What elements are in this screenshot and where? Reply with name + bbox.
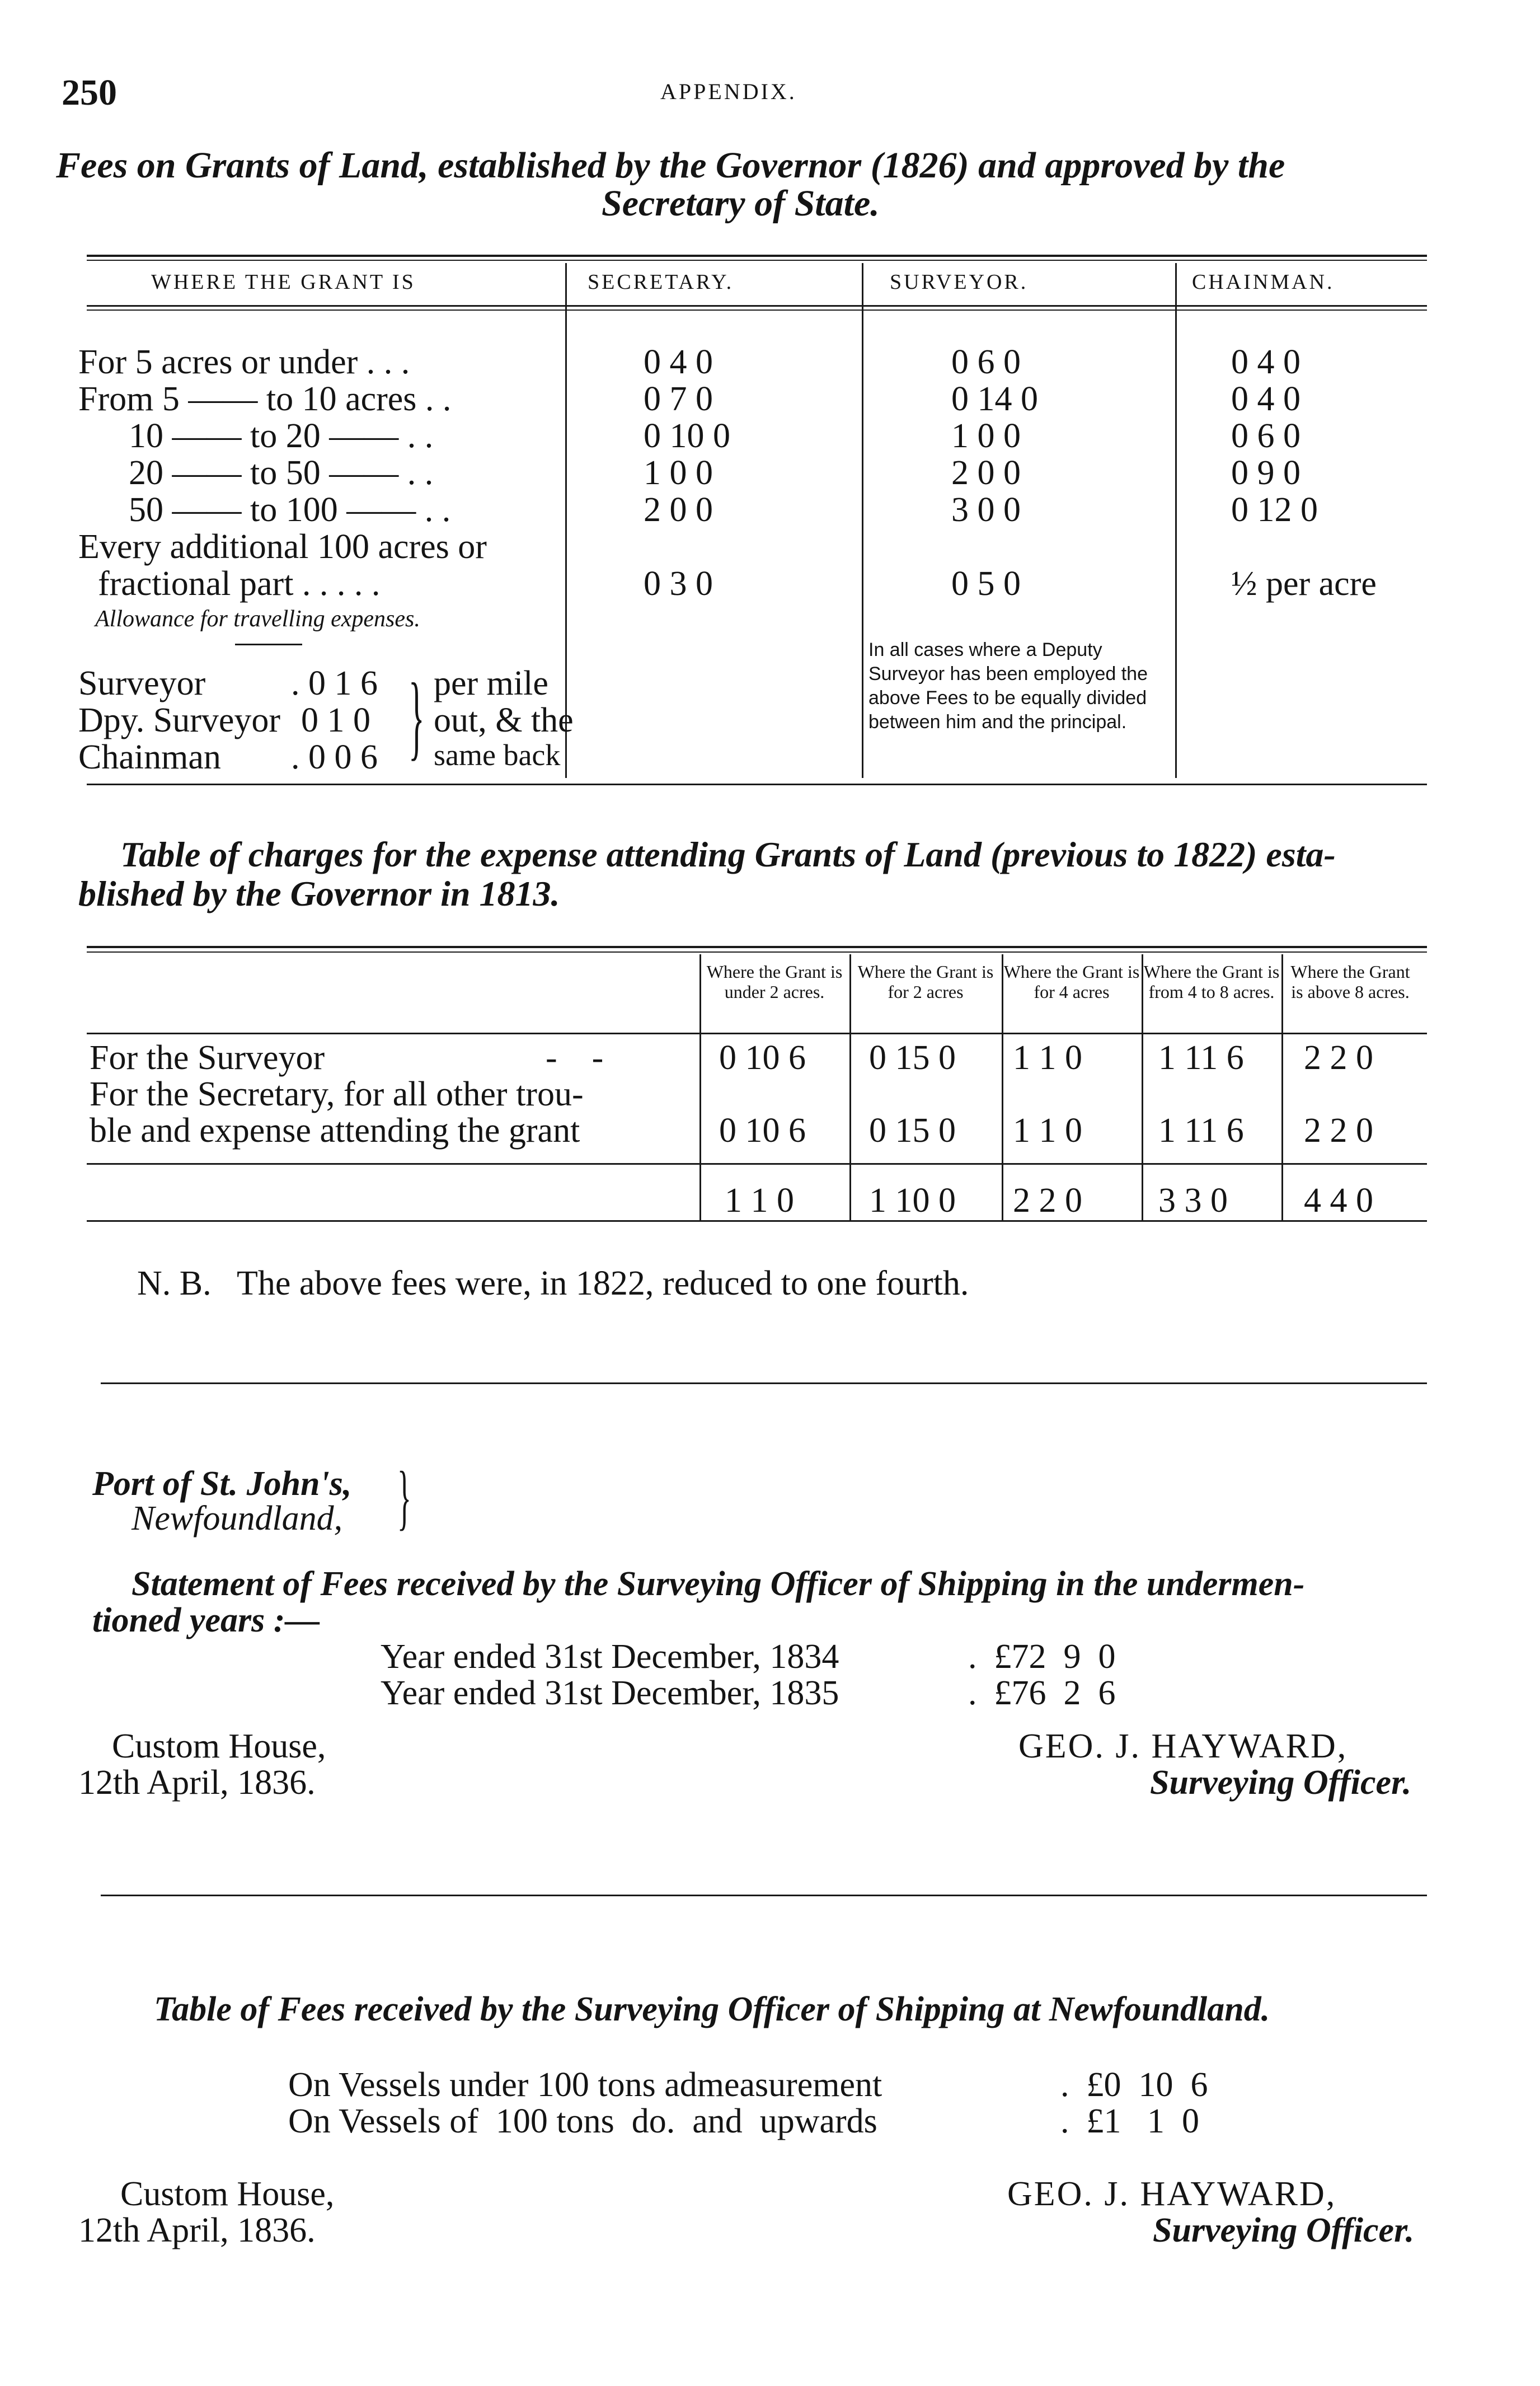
allowance-note: per mile bbox=[434, 664, 548, 702]
additional-acres-label-2: fractional part . . . . . bbox=[98, 565, 381, 603]
shipping-sign-place: Custom House, bbox=[120, 2175, 335, 2213]
row-label: 50 —— to 100 —— . . bbox=[129, 491, 451, 529]
table2-top-rule-2 bbox=[87, 951, 1427, 953]
table2-body-rule bbox=[87, 1163, 1427, 1165]
allowance-amount: . 0 0 6 bbox=[291, 738, 378, 776]
statement-entry-label: Year ended 31st December, 1834 bbox=[381, 1638, 839, 1676]
statement-entry-amount: . £72 9 0 bbox=[968, 1638, 1116, 1676]
shipping-sign-date: 12th April, 1836. bbox=[78, 2211, 316, 2249]
row-label: From 5 —— to 10 acres . . bbox=[78, 380, 452, 418]
chainman-fee: 0 4 0 bbox=[1231, 380, 1300, 418]
statement-title: Statement of Fees received by the Surveying Officer of Shipping in the undermen- bbox=[132, 1565, 1305, 1603]
shipping-fee-amount: . £1 1 0 bbox=[1060, 2102, 1199, 2140]
col-header-chainman: CHAINMAN. bbox=[1192, 270, 1335, 294]
statement-place-brace: } bbox=[397, 1457, 411, 1537]
additional-secretary-fee: 0 3 0 bbox=[644, 565, 713, 603]
statement-entry-amount: . £76 2 6 bbox=[968, 1674, 1116, 1712]
table2-top-rule bbox=[87, 946, 1427, 948]
statement-signer: GEO. J. HAYWARD, bbox=[1018, 1727, 1348, 1765]
charge-value: 1 1 0 bbox=[1013, 1112, 1082, 1150]
shipping-fee-amount: . £0 10 6 bbox=[1060, 2066, 1208, 2104]
charge-total: 3 3 0 bbox=[1158, 1182, 1228, 1220]
row-label: 20 —— to 50 —— . . bbox=[129, 454, 434, 492]
table1-bottom-rule bbox=[87, 784, 1427, 785]
secretary-charge-label: For the Secretary, for all other trou- bbox=[90, 1075, 584, 1113]
col-header-surveyor: SURVEYOR. bbox=[890, 270, 1029, 294]
statement-entry-label: Year ended 31st December, 1835 bbox=[381, 1674, 839, 1712]
shipping-fee-label: On Vessels under 100 tons admeasurement bbox=[288, 2066, 882, 2104]
charge-value: 0 10 6 bbox=[719, 1112, 806, 1150]
statement-place: Port of St. John's, bbox=[92, 1465, 352, 1503]
secretary-fee: 0 7 0 bbox=[644, 380, 713, 418]
charges-table-title-2: blished by the Governor in 1813. bbox=[78, 874, 560, 913]
shipping-fee-label: On Vessels of 100 tons do. and upwards bbox=[288, 2102, 877, 2140]
charges-col-header: Where the Grant is for 2 acres bbox=[857, 962, 994, 1002]
charges-col-header: Where the Grant is under 2 acres. bbox=[706, 962, 843, 1002]
table1-divider-2 bbox=[862, 263, 863, 778]
charge-total: 4 4 0 bbox=[1304, 1182, 1373, 1220]
page-number: 250 bbox=[62, 72, 117, 113]
col-header-secretary: SECRETARY. bbox=[588, 270, 734, 294]
statement-title-2: tioned years :— bbox=[92, 1601, 320, 1639]
table1-header-rule bbox=[87, 305, 1427, 307]
allowance-role: Surveyor bbox=[78, 664, 206, 702]
charge-value: 2 2 0 bbox=[1304, 1112, 1373, 1150]
charge-value: 1 11 6 bbox=[1158, 1112, 1244, 1150]
row-label: 10 —— to 20 —— . . bbox=[129, 417, 434, 455]
section-rule-2 bbox=[101, 1895, 1427, 1896]
charge-value: 2 2 0 bbox=[1304, 1039, 1373, 1077]
statement-signer-title: Surveying Officer. bbox=[1150, 1764, 1412, 1802]
table2-header-rule bbox=[87, 1033, 1427, 1034]
charge-value: 0 15 0 bbox=[869, 1112, 956, 1150]
allowance-role: Dpy. Surveyor bbox=[78, 701, 281, 739]
surveyor-fee: 0 14 0 bbox=[951, 380, 1038, 418]
charge-value: 0 15 0 bbox=[869, 1039, 956, 1077]
charge-total: 1 10 0 bbox=[869, 1182, 956, 1220]
table1-top-rule-2 bbox=[87, 260, 1427, 261]
additional-acres-label: Every additional 100 acres or bbox=[78, 528, 487, 566]
chainman-fee: 0 4 0 bbox=[1231, 343, 1300, 381]
secretary-fee: 0 4 0 bbox=[644, 343, 713, 381]
table1-top-rule bbox=[87, 255, 1427, 257]
shipping-signer-title: Surveying Officer. bbox=[1153, 2211, 1415, 2249]
surveyor-fee: 0 6 0 bbox=[951, 343, 1021, 381]
nb-note: N. B. The above fees were, in 1822, reduced to one fourth. bbox=[137, 1264, 969, 1302]
allowance-amount: 0 1 0 bbox=[301, 701, 370, 739]
surveyor-charge-label: For the Surveyor bbox=[90, 1039, 325, 1077]
allowance-rule bbox=[235, 644, 302, 645]
additional-surveyor-fee: 0 5 0 bbox=[951, 565, 1021, 603]
chainman-fee: 0 12 0 bbox=[1231, 491, 1318, 529]
statement-sign-place: Custom House, bbox=[112, 1727, 326, 1765]
fees-table-title: Fees on Grants of Land, established by the Governor (1826) and approved by the bbox=[56, 145, 1285, 186]
fees-table-title-2: Secretary of State. bbox=[602, 183, 880, 224]
secretary-fee: 2 0 0 bbox=[644, 491, 713, 529]
table1-divider-3 bbox=[1175, 263, 1177, 778]
secretary-fee: 1 0 0 bbox=[644, 454, 713, 492]
surveyor-fee: 2 0 0 bbox=[951, 454, 1021, 492]
allowance-note: out, & the bbox=[434, 701, 574, 739]
deputy-surveyor-note: In all cases where a Deputy Surveyor has been employed the above Fees to be equally divided between him and the principal. bbox=[868, 639, 1148, 733]
charge-value: 1 11 6 bbox=[1158, 1039, 1244, 1077]
additional-chainman-fee: ½ per acre bbox=[1231, 565, 1377, 603]
surveyor-fee: 1 0 0 bbox=[951, 417, 1021, 455]
allowance-note: same back bbox=[434, 738, 561, 772]
charge-value: 1 1 0 bbox=[1013, 1039, 1082, 1077]
charges-col-header: Where the Grant is above 8 acres. bbox=[1290, 962, 1410, 1002]
allowance-role: Chainman bbox=[78, 738, 221, 776]
running-title: APPENDIX. bbox=[660, 79, 797, 104]
charge-value: 0 10 6 bbox=[719, 1039, 806, 1077]
charges-table-title: Table of charges for the expense attending Grants of Land (previous to 1822) esta- bbox=[120, 835, 1336, 874]
chainman-fee: 0 9 0 bbox=[1231, 454, 1300, 492]
col-header-where: WHERE THE GRANT IS bbox=[151, 270, 416, 294]
surveyor-fee: 3 0 0 bbox=[951, 491, 1021, 529]
chainman-fee: 0 6 0 bbox=[1231, 417, 1300, 455]
allowance-brace: } bbox=[409, 664, 425, 769]
section-rule bbox=[101, 1382, 1427, 1384]
secretary-charge-label-2: ble and expense attending the grant bbox=[90, 1112, 580, 1150]
shipping-signer: GEO. J. HAYWARD, bbox=[1007, 2175, 1337, 2213]
charges-col-header: Where the Grant is for 4 acres bbox=[1003, 962, 1140, 1002]
secretary-fee: 0 10 0 bbox=[644, 417, 730, 455]
table1-header-rule-2 bbox=[87, 310, 1427, 311]
allowance-heading: Allowance for travelling expenses. bbox=[95, 606, 420, 632]
charge-total: 1 1 0 bbox=[725, 1182, 794, 1220]
shipping-fees-title: Table of Fees received by the Surveying Officer of Shipping at Newfoundland. bbox=[154, 1990, 1270, 2028]
allowance-amount: . 0 1 6 bbox=[291, 664, 378, 702]
statement-place-2: Newfoundland, bbox=[132, 1499, 343, 1537]
charges-col-header: Where the Grant is from 4 to 8 acres. bbox=[1143, 962, 1280, 1002]
charge-total: 2 2 0 bbox=[1013, 1182, 1082, 1220]
surveyor-charge-dashes: - - bbox=[546, 1039, 604, 1077]
row-label: For 5 acres or under . . . bbox=[78, 343, 410, 381]
statement-sign-date: 12th April, 1836. bbox=[78, 1764, 316, 1802]
